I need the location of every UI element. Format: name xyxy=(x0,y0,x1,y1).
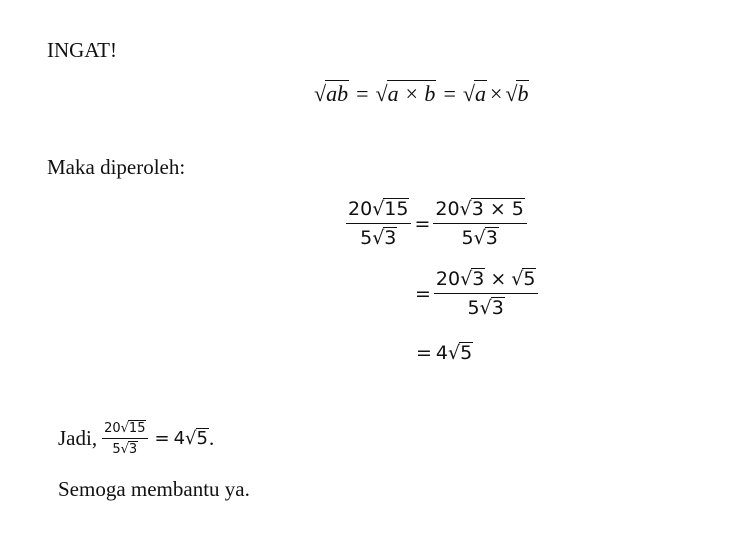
equals-sign: = xyxy=(154,428,170,449)
equals-sign: = xyxy=(356,81,369,106)
coefficient: 4 xyxy=(435,342,449,364)
heading: INGAT! xyxy=(47,38,117,62)
radicand: 3 xyxy=(491,297,504,320)
radical-sign: √ xyxy=(460,268,473,290)
radical-sign: √ xyxy=(459,198,472,220)
radical-sign: √ xyxy=(185,428,197,449)
radical-a xyxy=(463,80,487,107)
radicand: 3 xyxy=(485,227,498,250)
coefficient: 5 xyxy=(467,297,480,320)
radical-sign: √ xyxy=(375,81,388,106)
radical-sign: √ xyxy=(473,227,486,250)
radicand: a xyxy=(474,81,486,106)
radicand: 3 xyxy=(384,227,397,250)
coefficient: 5 xyxy=(461,227,474,250)
radicand: 3 × 5 xyxy=(471,198,524,220)
radical-sign: √ xyxy=(462,81,475,106)
period: . xyxy=(208,426,215,450)
maka-label: Maka diperoleh: xyxy=(47,155,186,179)
radical-a-times-b xyxy=(376,80,437,107)
fraction-20sqrt3x5-over-5sqrt3 xyxy=(433,198,526,249)
coefficient: 4 xyxy=(173,428,186,449)
radicand: 5 xyxy=(196,428,208,449)
radical-b xyxy=(505,80,529,107)
equals-sign: = xyxy=(416,342,432,364)
equals-sign: = xyxy=(443,81,456,106)
radical-sign: √ xyxy=(120,421,129,436)
equals-sign: = xyxy=(415,282,431,305)
radical-sign: √ xyxy=(448,342,461,364)
radical-sign: √ xyxy=(505,81,518,106)
radicand: a × b xyxy=(387,81,436,106)
fraction-20sqrt15-over-5sqrt3 xyxy=(346,198,411,249)
radicand: 15 xyxy=(128,421,146,436)
step-3-result xyxy=(416,342,473,364)
closing-text: Semoga membantu ya. xyxy=(58,477,250,501)
times-sign: × xyxy=(490,268,507,290)
coefficient: 5 xyxy=(360,227,373,250)
times-sign: × xyxy=(489,81,503,106)
radical-sign: √ xyxy=(511,268,524,290)
conclusion-fraction xyxy=(102,420,148,457)
sqrt-rule-formula xyxy=(314,80,529,107)
radicand: 5 xyxy=(523,268,536,290)
fraction-20sqrt3xsqrt5-over-5sqrt3 xyxy=(434,268,539,319)
coefficient: 20 xyxy=(348,198,373,220)
radicand: ab xyxy=(326,81,349,106)
radicand: 3 xyxy=(472,268,485,290)
radical-sign: √ xyxy=(314,81,327,106)
radical-sign: √ xyxy=(479,297,492,320)
radicand: 5 xyxy=(460,342,473,364)
radical-sign: √ xyxy=(120,442,129,457)
radicand: b xyxy=(517,81,529,106)
step-2 xyxy=(415,268,538,319)
step-1 xyxy=(346,198,527,249)
coefficient: 20 xyxy=(435,268,461,290)
coefficient: 20 xyxy=(435,198,460,220)
radicand: 3 xyxy=(128,442,138,457)
conclusion-prefix: Jadi, xyxy=(58,426,98,450)
coefficient: 5 xyxy=(112,442,121,457)
radical-result xyxy=(185,428,209,449)
radical-sign: √ xyxy=(372,227,385,250)
radical-ab xyxy=(314,80,349,107)
radicand: 15 xyxy=(384,198,409,220)
coefficient: 20 xyxy=(104,421,121,436)
conclusion xyxy=(58,420,214,457)
radical-sign: √ xyxy=(372,198,385,220)
equals-sign: = xyxy=(414,212,431,235)
